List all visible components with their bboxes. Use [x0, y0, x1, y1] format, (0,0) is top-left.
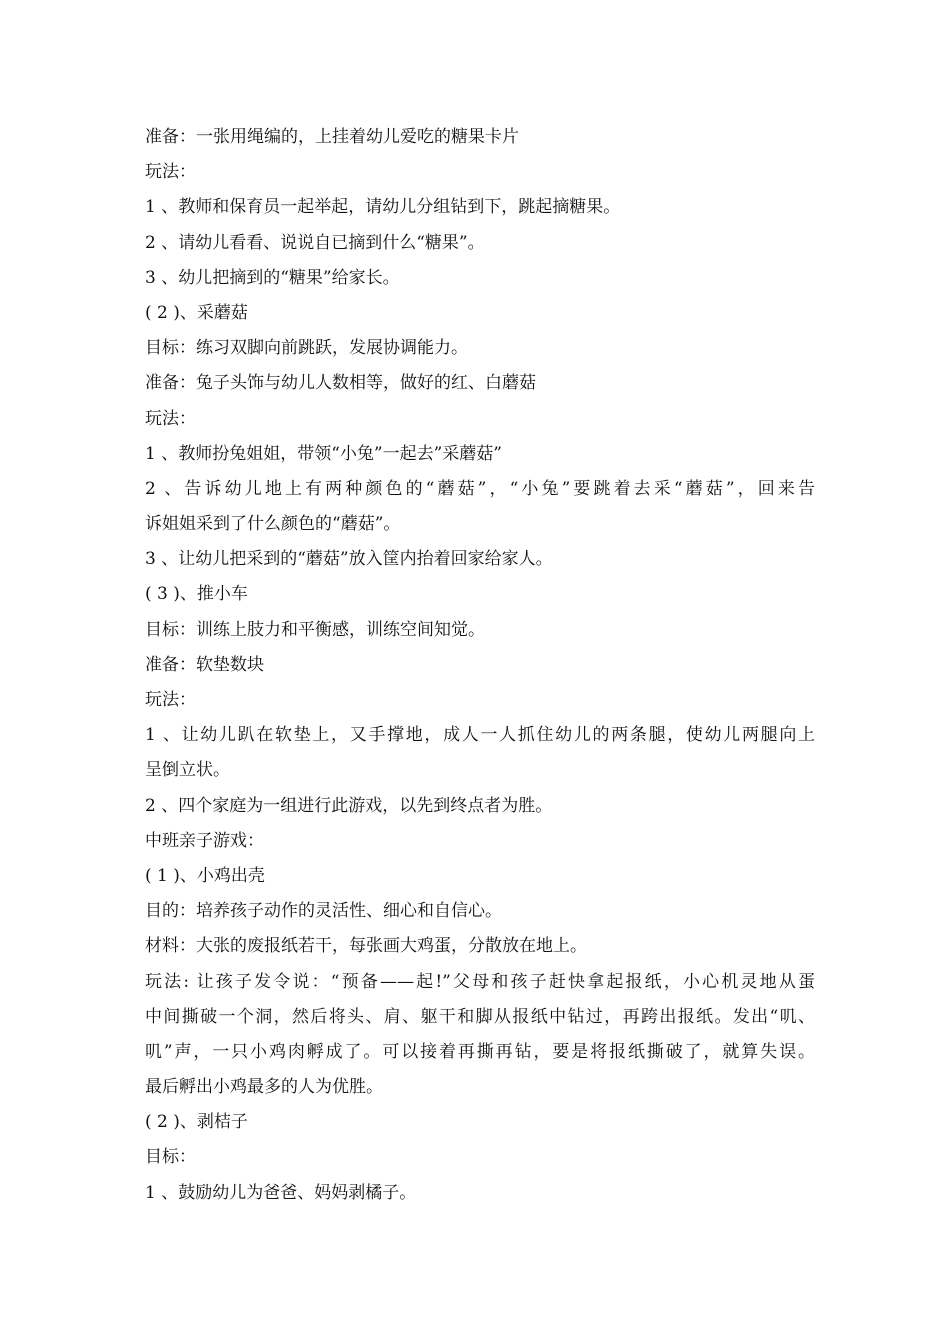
text-line: 准备：软垫数块 — [145, 654, 264, 675]
text-line: 玩法： — [145, 162, 196, 183]
text-line: 目标： — [145, 1147, 196, 1168]
document-body — [145, 120, 815, 1211]
text-line: 呈倒立状。 — [145, 760, 230, 781]
text-line: 准备：兔子头饰与幼儿人数相等，做好的红、白蘑菇 — [145, 373, 536, 394]
section-heading: ( 3 )、推小车 — [145, 584, 248, 605]
text-line: 目标：训练上肢力和平衡感，训练空间知觉。 — [145, 619, 485, 640]
text-line: 玩法: 让孩子发令说：“预备——起!”父母和孩子赶快拿起报纸，小心机灵地从蛋 — [145, 971, 815, 992]
text-line: 玩法： — [145, 690, 196, 710]
text-line: 目标：练习双脚向前跳跃，发展协调能力。 — [145, 338, 468, 359]
text-line: 1 、让幼儿趴在软垫上，又手撑地，成人一人抓住幼儿的两条腿，使幼儿两腿向上 — [145, 725, 815, 746]
text-line: 1 、鼓励幼儿为爸爸、妈妈剥橘子。 — [145, 1182, 417, 1203]
text-line: 材料：大张的废报纸若干，每张画大鸡蛋，分散放在地上。 — [145, 936, 587, 957]
text-line: 准备：一张用绳编的，上挂着幼儿爱吃的糖果卡片 — [145, 127, 519, 147]
text-line: 1 、教师扮兔姐姐，带领“小兔”一起去”采蘑菇” — [145, 443, 502, 464]
section-heading: ( 1 )、小鸡出壳 — [145, 865, 265, 886]
text-line: 中间撕破一个洞，然后将头、肩、躯干和脚从报纸中钻过，再跨出报纸。发出“叽、 — [145, 1006, 815, 1027]
text-line: 1 、教师和保育员一起举起，请幼儿分组钻到下，跳起摘糖果。 — [145, 197, 621, 218]
text-line: 2 、告诉幼儿地上有两种颜色的“蘑菇”，“小兔”要跳着去采“蘑菇”，回来告 — [145, 478, 815, 499]
text-line: 目的：培养孩子动作的灵活性、细心和自信心。 — [145, 901, 502, 922]
section-heading: ( 2 )、采蘑菇 — [145, 302, 248, 323]
text-line: 2 、请幼儿看看、说说自已摘到什么“糖果”。 — [145, 232, 485, 253]
text-line: 3 、让幼儿把采到的“蘑菇”放入筐内抬着回家给家人。 — [145, 549, 553, 570]
text-line: 3 、幼儿把摘到的“糖果”给家长。 — [145, 267, 400, 288]
text-line: 诉姐姐采到了什么颜色的“蘑菇”。 — [145, 514, 401, 535]
text-line: 最后孵出小鸡最多的人为优胜。 — [145, 1077, 383, 1098]
text-line: 玩法： — [145, 408, 196, 429]
section-heading: 中班亲子游戏： — [145, 830, 264, 851]
text-line: 2 、四个家庭为一组进行此游戏，以先到终点者为胜。 — [145, 795, 553, 816]
section-heading: ( 2 )、剥桔子 — [145, 1112, 248, 1133]
text-line: 叽”声，一只小鸡肉孵成了。可以接着再撕再钻，要是将报纸撕破了，就算失误。 — [145, 1041, 815, 1062]
